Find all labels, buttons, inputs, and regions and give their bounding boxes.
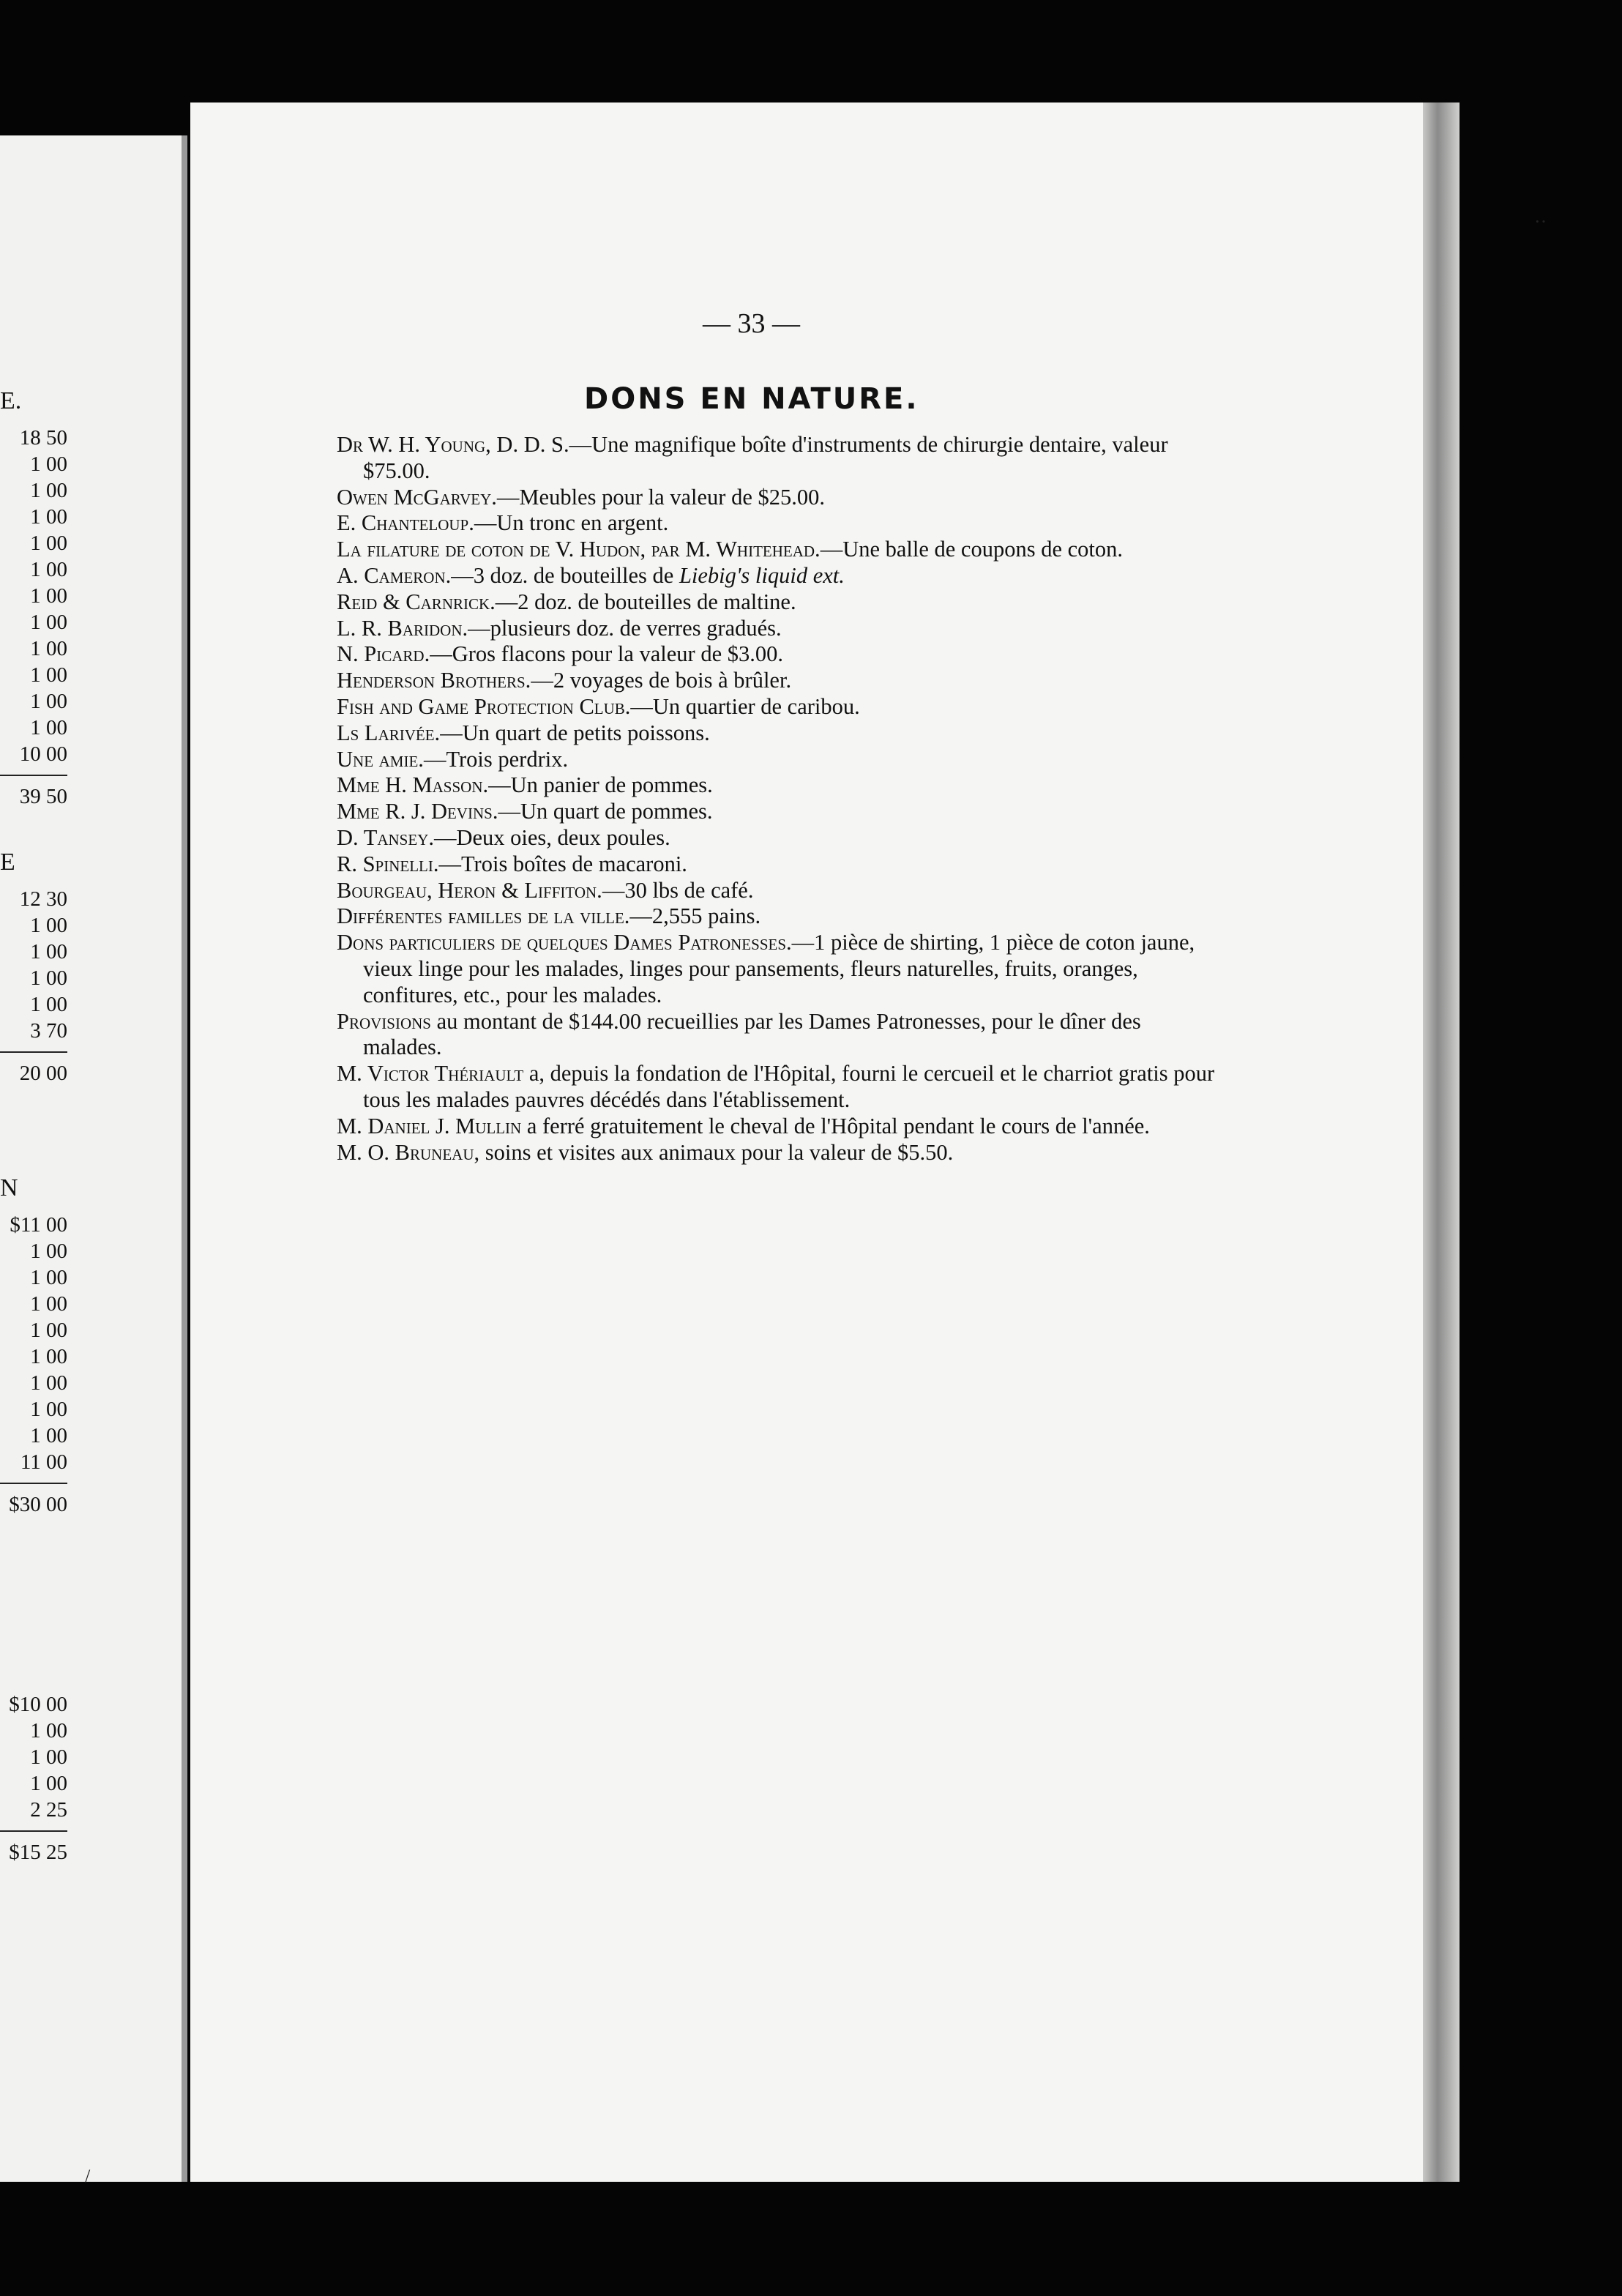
donation-text: —Deux oies, deux poules. — [433, 824, 670, 850]
left-amount-block-2 — [0, 849, 67, 1086]
amount-value: 1 00 — [30, 452, 67, 476]
amount-value: 11 00 — [20, 1450, 67, 1474]
donation-entry — [337, 772, 1215, 799]
donor-name: Mme R. J. Devins. — [337, 799, 498, 824]
donation-entry — [337, 1114, 1215, 1140]
donation-text: —Un panier de pommes. — [488, 772, 713, 798]
page-gutter — [182, 135, 187, 2182]
donation-text: a ferré gratuitement le cheval de l'Hôpital pendant le cours de l'année. — [521, 1113, 1150, 1138]
donation-entry — [337, 878, 1215, 904]
donation-entry — [337, 641, 1215, 668]
donation-entry — [337, 616, 1215, 642]
donor-name: Différentes familles de la ville. — [337, 903, 630, 929]
page-number: — 33 — — [703, 308, 800, 339]
donation-text: —Trois boîtes de macaroni. — [438, 851, 687, 876]
donor-name: Reid & Carnrick. — [337, 589, 496, 614]
donation-text: —plusieurs doz. de verres gradués. — [468, 615, 782, 641]
speck-mark: ·· — [1534, 211, 1547, 232]
donor-name: Fish and Game Protection Club. — [337, 693, 631, 719]
donation-entry — [337, 510, 1215, 537]
amount-value: 1 00 — [30, 914, 67, 937]
amount-value: 1 00 — [30, 1719, 67, 1742]
donation-entry — [337, 930, 1215, 1008]
amount-value: 1 00 — [30, 1319, 67, 1342]
amount-value: 1 00 — [30, 1240, 67, 1263]
donation-text: —30 lbs de café. — [602, 877, 754, 903]
donation-text: —Meubles pour la valeur de $25.00. — [496, 484, 825, 510]
donation-text: —2 voyages de bois à brûler. — [531, 668, 792, 693]
donation-text: —2,555 pains. — [629, 903, 761, 929]
donor-name: Owen McGarvey. — [337, 484, 497, 510]
total-rule — [0, 1483, 67, 1484]
total-value: $30 00 — [9, 1493, 67, 1516]
amount-value: 1 00 — [30, 993, 67, 1016]
donation-entry — [337, 432, 1215, 485]
donor-name: M. Daniel J. Mullin — [337, 1113, 522, 1138]
donation-entry — [337, 1061, 1215, 1114]
amount-value: 1 00 — [30, 716, 67, 739]
donor-name: A. Cameron. — [337, 562, 452, 588]
donation-entry — [337, 851, 1215, 878]
total-rule — [0, 1051, 67, 1053]
donation-text: —Une balle de coupons de coton. — [820, 537, 1124, 562]
amount-value: 1 00 — [30, 611, 67, 634]
amount-value: 1 00 — [30, 584, 67, 608]
amount-value: 1 00 — [30, 532, 67, 555]
donor-name: D. Tansey. — [337, 824, 434, 850]
donation-text: —2 doz. de bouteilles de maltine. — [495, 589, 796, 614]
amount-value: 1 00 — [30, 1371, 67, 1395]
amount-value: $11 00 — [10, 1213, 67, 1237]
donor-name: M. O. Bruneau, — [337, 1139, 480, 1165]
total-rule — [0, 1830, 67, 1832]
donation-text: —Une magnifique boîte d'instruments de chirurgie dentaire, valeur $75.00. — [363, 432, 1168, 483]
amount-value: 1 00 — [30, 637, 67, 660]
amount-value: 1 00 — [30, 558, 67, 581]
left-heading-fragment: N — [0, 1174, 18, 1201]
amount-value: 1 00 — [30, 1266, 67, 1289]
donation-text: —1 pièce de shirting, 1 pièce de coton jaune, vieux linge pour les malades, linges pour pansements, fleurs naturelles, fruits, oranges, confitures, etc., pour les malades. — [363, 930, 1195, 1007]
donor-name: N. Picard. — [337, 641, 430, 667]
amount-value: 12 30 — [19, 887, 67, 911]
donation-entry — [337, 485, 1215, 511]
amount-value: 1 00 — [30, 690, 67, 713]
amount-value: 1 00 — [30, 940, 67, 963]
donation-text: —Un quartier de caribou. — [630, 693, 860, 719]
left-amount-block-4 — [0, 1691, 67, 1865]
product-name: Liebig's liquid ext. — [679, 562, 845, 588]
amount-value: 1 00 — [30, 1772, 67, 1795]
donor-name: Une amie. — [337, 746, 424, 772]
donation-entry — [337, 589, 1215, 616]
donation-text: —Gros flacons pour la valeur de $3.00. — [430, 641, 783, 667]
speck-mark: / — [85, 2166, 91, 2187]
donation-entry — [337, 720, 1215, 747]
donation-text: —Un quart de petits poissons. — [440, 720, 710, 745]
donor-name: Henderson Brothers. — [337, 668, 531, 693]
donation-text: —Un tronc en argent. — [474, 510, 669, 536]
donation-text: —Trois perdrix. — [423, 746, 569, 772]
amount-value: 1 00 — [30, 505, 67, 529]
amount-value: 2 25 — [30, 1798, 67, 1822]
donation-text: —3 doz. de bouteilles de — [451, 562, 679, 588]
donor-name: Provisions — [337, 1008, 431, 1034]
page-edge — [1423, 102, 1460, 2182]
donation-entry — [337, 747, 1215, 773]
donation-text: —Un quart de pommes. — [498, 799, 713, 824]
donation-entry — [337, 563, 1215, 589]
left-amount-block-3 — [0, 1175, 67, 1518]
donation-entry — [337, 537, 1215, 563]
amount-value: 3 70 — [30, 1019, 67, 1043]
total-value: $15 25 — [9, 1841, 67, 1864]
donation-entry — [337, 903, 1215, 930]
donor-name: Bourgeau, Heron & Liffiton. — [337, 877, 602, 903]
donation-entry — [337, 825, 1215, 851]
donation-text: a, depuis la fondation de l'Hôpital, fourni le cercueil et le charriot gratis pour tous les malades pauvres décédés dans l'établissement. — [363, 1061, 1215, 1112]
total-value: 39 50 — [19, 785, 67, 808]
amount-value: 1 00 — [30, 663, 67, 687]
amount-value: 1 00 — [30, 1424, 67, 1447]
donor-name: M. Victor Thériault — [337, 1061, 524, 1086]
donation-entry — [337, 694, 1215, 720]
amount-value: 10 00 — [19, 742, 67, 766]
donor-name: Ls Larivée. — [337, 720, 441, 745]
donation-entry — [337, 668, 1215, 694]
donation-entry — [337, 1140, 1215, 1166]
amount-value: 1 00 — [30, 479, 67, 502]
amount-value: $10 00 — [9, 1693, 67, 1716]
amount-value: 1 00 — [30, 1398, 67, 1421]
left-amount-block-1 — [0, 388, 67, 810]
amount-value: 1 00 — [30, 1345, 67, 1368]
total-rule — [0, 775, 67, 776]
amount-value: 1 00 — [30, 966, 67, 990]
donation-entry — [337, 799, 1215, 825]
total-value: 20 00 — [19, 1062, 67, 1085]
donation-entry — [337, 1009, 1215, 1062]
donor-name: L. R. Baridon. — [337, 615, 468, 641]
donor-name: Dr W. H. Young, D. D. S. — [337, 432, 569, 457]
donor-name: La filature de coton de V. Hudon, par M. Whitehead. — [337, 537, 821, 562]
section-title: DONS EN NATURE. — [584, 382, 919, 416]
amount-value: 1 00 — [30, 1292, 67, 1316]
left-heading-fragment: E — [0, 849, 15, 876]
donor-name: R. Spinelli. — [337, 851, 439, 876]
donation-text: au montant de $144.00 recueillies par les Dames Patronesses, pour le dîner des malades. — [363, 1008, 1141, 1060]
donation-list — [337, 432, 1215, 1166]
left-heading-fragment: E. — [0, 387, 22, 414]
donor-name: Mme H. Masson. — [337, 772, 489, 798]
donation-text: soins et visites aux animaux pour la valeur de $5.50. — [479, 1139, 954, 1165]
amount-value: 18 50 — [19, 426, 67, 450]
donor-name: Dons particuliers de quelques Dames Patronesses. — [337, 930, 792, 955]
donor-name: E. Chanteloup. — [337, 510, 474, 536]
amount-value: 1 00 — [30, 1745, 67, 1769]
